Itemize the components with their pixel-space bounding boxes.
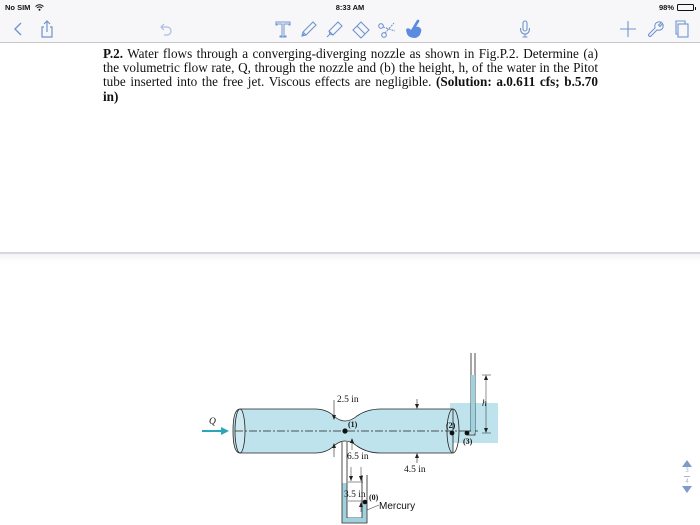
add-button[interactable] (617, 18, 639, 40)
page-down-icon[interactable] (682, 486, 692, 493)
share-icon (37, 19, 57, 39)
text-tool-icon (273, 19, 293, 39)
clock: 8:33 AM (335, 3, 365, 12)
pen-tool-button[interactable] (298, 18, 320, 40)
current-page: 3 (685, 468, 689, 474)
pitot-water-column (471, 375, 475, 433)
status-bar (0, 0, 700, 14)
battery-icon (677, 4, 694, 11)
battery-indicator (659, 3, 694, 12)
eraser-tool-button[interactable] (350, 18, 372, 40)
point-2 (450, 431, 455, 436)
nozzle-figure (195, 345, 515, 525)
highlighter-tool-icon (325, 19, 345, 39)
pages-button[interactable] (671, 18, 693, 40)
label-mercury: Mercury (379, 501, 416, 512)
microphone-button[interactable] (514, 18, 536, 40)
label-exit-diameter: 4.5 in (404, 465, 426, 475)
add-icon (618, 19, 638, 39)
undo-button[interactable] (155, 18, 177, 40)
eraser-tool-icon (351, 19, 371, 39)
label-throat-diameter: 2.5 in (337, 395, 359, 405)
point-0 (363, 500, 368, 505)
undo-icon (156, 19, 176, 39)
microphone-icon (515, 19, 535, 39)
point-1 (342, 428, 347, 433)
label-mercury-diff: 3.5 in (344, 490, 366, 500)
scissors-tool-icon (377, 19, 397, 39)
label-point-0: (0) (369, 493, 379, 502)
share-button[interactable] (36, 18, 58, 40)
pointer-tool-button[interactable] (402, 18, 424, 40)
page-navigator (680, 460, 694, 520)
page-up-icon[interactable] (682, 460, 692, 467)
problem-body: Water flows through a converging-diverging nozzle as shown in Fig.P.2. Determine (a) the volumetric flow rate, Q, through the nozzle and (b) the height, h, of the water in the Pitot tube inserted into the free jet. Viscous effects are negligible. (103, 46, 598, 90)
total-pages: 4 (685, 479, 689, 485)
flow-arrowhead (221, 427, 229, 435)
page-divider-shadow (0, 254, 700, 262)
hand-pointer-tool-icon (403, 19, 423, 39)
wrench-icon (646, 19, 666, 39)
back-icon (9, 19, 29, 39)
carrier-text: No SIM (5, 3, 31, 12)
page-divider-bar (684, 476, 690, 477)
label-point-2: (2) (446, 421, 456, 430)
label-h: h (482, 399, 487, 409)
back-button[interactable] (8, 18, 30, 40)
problem-statement (103, 47, 598, 104)
problem-number: P.2. (103, 46, 124, 61)
text-tool-button[interactable] (272, 18, 294, 40)
label-point-1: (1) (348, 420, 358, 429)
label-q: Q (209, 417, 216, 427)
label-point-3: (3) (463, 437, 473, 446)
highlighter-tool-button[interactable] (324, 18, 346, 40)
label-manometer-offset: 6.5 in (347, 452, 369, 462)
solution-text: (Solution: a.0.611 cfs; b.5.70 in) (103, 74, 598, 104)
toolbar (0, 14, 700, 43)
nozzle-diagram (195, 345, 515, 525)
pen-tool-icon (299, 19, 319, 39)
scissors-tool-button[interactable] (376, 18, 398, 40)
mercury-column (363, 503, 367, 519)
pages-icon (672, 19, 692, 39)
settings-button[interactable] (645, 18, 667, 40)
battery-percent: 98% (658, 3, 674, 12)
